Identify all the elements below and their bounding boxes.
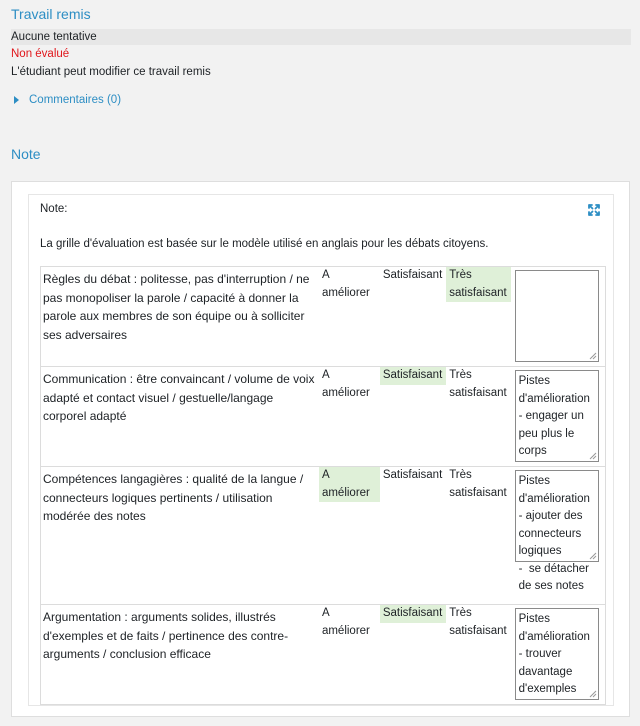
resize-grip-icon[interactable] — [589, 452, 597, 460]
rubric-level-label: Satisfaisant — [380, 367, 446, 385]
rubric-criterion-row — [41, 467, 606, 605]
rubric-level-label: Satisfaisant — [382, 269, 443, 281]
resize-grip-icon[interactable] — [589, 552, 597, 560]
remark-cell — [511, 605, 606, 705]
rubric-level-cell[interactable] — [446, 367, 510, 467]
rubric-level-cell[interactable] — [446, 467, 510, 605]
rubric-level-label: Satisfaisant — [380, 605, 446, 623]
attempt-status — [11, 29, 631, 45]
rubric-level-label: A améliorer — [319, 467, 380, 502]
remark-cell — [511, 367, 606, 467]
remark-text: Pistes d'amélioration - trouver davantage d'exemples — [518, 613, 594, 695]
remark-textarea[interactable] — [515, 270, 599, 362]
rubric-level-label: Très satisfaisant — [449, 607, 507, 637]
remark-cell — [511, 267, 606, 367]
criterion-description: Règles du débat : politesse, pas d'interruption / ne pas monopoliser la parole / capacité à donner la parole aux membres de son équipe ou à solliciter ses adversaires — [41, 267, 319, 367]
rubric-level-cell[interactable] — [380, 605, 446, 705]
remark-cell — [511, 467, 606, 605]
rubric-level-cell[interactable] — [380, 467, 446, 605]
remark-textarea[interactable] — [515, 370, 599, 462]
caret-right-icon — [14, 96, 19, 104]
rubric-level-cell[interactable] — [380, 267, 446, 367]
remark-text: Pistes d'amélioration - engager un peu plus le corps — [518, 375, 594, 457]
remark-text: Pistes d'amélioration - ajouter des connecteurs logiques - se détacher de ses notes — [518, 475, 590, 592]
grade-card — [11, 181, 630, 717]
remark-textarea[interactable] — [515, 608, 599, 700]
resize-grip-icon[interactable] — [589, 690, 597, 698]
rubric-criterion-row — [41, 605, 606, 705]
rubric-level-label: Satisfaisant — [382, 469, 443, 481]
rubric-description: La grille d'évaluation est basée sur le modèle utilisé en anglais pour les débats citoyens. — [40, 238, 489, 250]
rubric-level-cell[interactable] — [319, 467, 380, 605]
grade-label: Note: — [40, 203, 68, 215]
rubric-level-cell[interactable] — [319, 605, 380, 705]
attempt-status-text: Aucune tentative — [11, 31, 97, 43]
rubric-level-cell[interactable] — [380, 367, 446, 467]
comments-toggle[interactable] — [14, 94, 121, 106]
rubric-criterion-row — [41, 267, 606, 367]
resize-grip-icon[interactable] — [589, 352, 597, 360]
criterion-description: Communication : être convaincant / volume de voix adapté et contact visuel / gestuelle/langage corporel adapté — [41, 367, 319, 467]
rubric-table — [40, 266, 606, 705]
expand-icon[interactable] — [587, 203, 601, 217]
grade-panel — [28, 194, 614, 706]
rubric-level-label: Très satisfaisant — [446, 267, 510, 302]
grading-status: Non évalué — [11, 48, 70, 60]
comments-label: Commentaires (0) — [29, 94, 122, 106]
submission-section-title: Travail remis — [11, 6, 91, 22]
rubric-criterion-row — [41, 367, 606, 467]
rubric-level-cell[interactable] — [319, 367, 380, 467]
rubric-level-cell[interactable] — [319, 267, 380, 367]
rubric-level-label: Très satisfaisant — [449, 469, 507, 499]
rubric-level-label: A améliorer — [321, 607, 370, 637]
rubric-level-label: A améliorer — [321, 369, 370, 399]
rubric-level-cell[interactable] — [446, 267, 510, 367]
rubric-level-cell[interactable] — [446, 605, 510, 705]
criterion-description: Argumentation : arguments solides, illustrés d'exemples et de faits / pertinence des contre-arguments / conclusion efficace — [41, 605, 319, 705]
rubric-level-label: A améliorer — [321, 269, 370, 299]
criterion-description: Compétences langagières : qualité de la langue / connecteurs logiques pertinents / utilisation modérée des notes — [41, 467, 319, 605]
edit-permission-note: L'étudiant peut modifier ce travail remis — [11, 66, 211, 78]
remark-textarea[interactable] — [515, 470, 599, 592]
rubric-level-label: Très satisfaisant — [449, 369, 507, 399]
grade-section-title: Note — [11, 146, 41, 162]
